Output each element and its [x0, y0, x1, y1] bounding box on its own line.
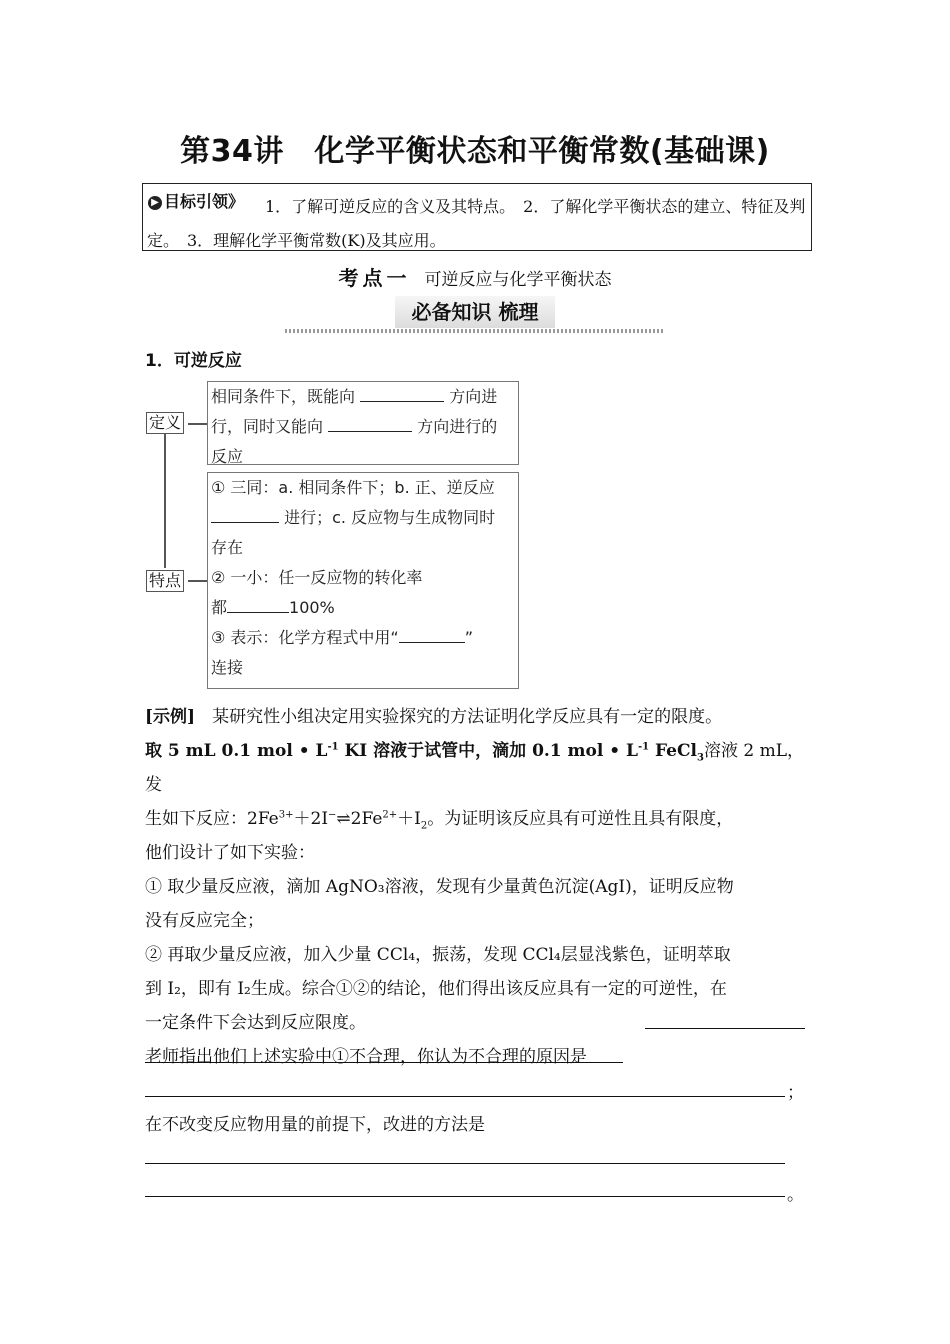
- question-1: 老师指出他们上述实验中①不合理，你认为不合理的原因是: [145, 1047, 587, 1067]
- answer-blank[interactable]: [145, 1096, 785, 1097]
- play-icon: ▶: [148, 196, 162, 210]
- example-text: [示例] 某研究性小组决定用实验探究的方法证明化学反应具有一定的限度。 取 5 mL 0.1 mol • $L^{-1}$ KI 溶液于试管中，滴加 0.1 mol • $L^{-1}$ FeCl$_3$溶液 2 mL，发 生如下反应：$2Fe^{3+}+2I^-\rightleftharpoons 2Fe^{2+}+I_2$。为证明该反应具有可逆性且具有限度， 他们设计了如下实验： ① 取少量反应液，滴加 AgNO₃溶液，发现有少量黄色沉淀(AgI)，证明反应物 没有反应完全； ② 再取少量反应液，加入少量 CCl₄，振荡，发现 CCl₄层显浅紫色，证明萃取 到 I₂，即有 I₂生成。综合①②的结论，他们得出该反应具有一定的可逆性，在 一定条件下会达到反应限度。 老师指出他们上述实验中①不合理，你认为不合理的原因是: [145, 700, 810, 1074]
- learning-goals-box: [142, 183, 812, 251]
- knowledge-banner: [285, 296, 665, 336]
- connector-line: [188, 423, 207, 425]
- answer-blank[interactable]: [145, 1196, 785, 1197]
- connector-line: [188, 580, 207, 582]
- blank-line: [328, 413, 412, 432]
- answer-blank[interactable]: [145, 1163, 785, 1164]
- goals-text: 1．了解可逆反应的含义及其特点。 2．了解化学平衡状态的建立、特征及判定。 3．理解化学平衡常数(K)及其应用。: [147, 197, 806, 250]
- features-box: ① 三同：a. 相同条件下；b. 正、逆反应 进行；c. 反应物与生成物同时 存在 ② 一小：任一反应物的转化率 都 100% ③ 表示：化学方程式中用“ ” 连接: [207, 472, 519, 689]
- section-topic: 可逆反应与化学平衡状态: [424, 270, 612, 290]
- subsection-title: 1．可逆反应: [145, 351, 242, 371]
- goals-badge: ▶ 目标引领》: [148, 189, 244, 212]
- blank-line: [211, 504, 279, 523]
- blank-line: [227, 594, 289, 613]
- tag-features: 特点: [146, 570, 184, 592]
- tag-definition: 定义: [146, 412, 184, 434]
- page-title: 第34讲 化学平衡状态和平衡常数(基础课): [180, 134, 770, 169]
- semicolon: ；: [787, 1083, 804, 1103]
- answer-blank[interactable]: [145, 1062, 623, 1063]
- kaodian-label: 考点一: [338, 266, 411, 290]
- banner-divider: [285, 329, 665, 333]
- definition-box: 相同条件下，既能向 方向进 行，同时又能向 方向进行的 反应: [207, 381, 519, 465]
- period: 。: [787, 1185, 804, 1205]
- connector-line: [164, 434, 166, 568]
- blank-line: [360, 383, 444, 402]
- question-2: 在不改变反应物用量的前提下，改进的方法是: [145, 1115, 485, 1135]
- blank-line: [399, 624, 465, 643]
- section-heading: [0, 262, 950, 291]
- answer-blank[interactable]: [645, 1028, 805, 1029]
- banner-label: 必备知识 梳理: [395, 296, 555, 328]
